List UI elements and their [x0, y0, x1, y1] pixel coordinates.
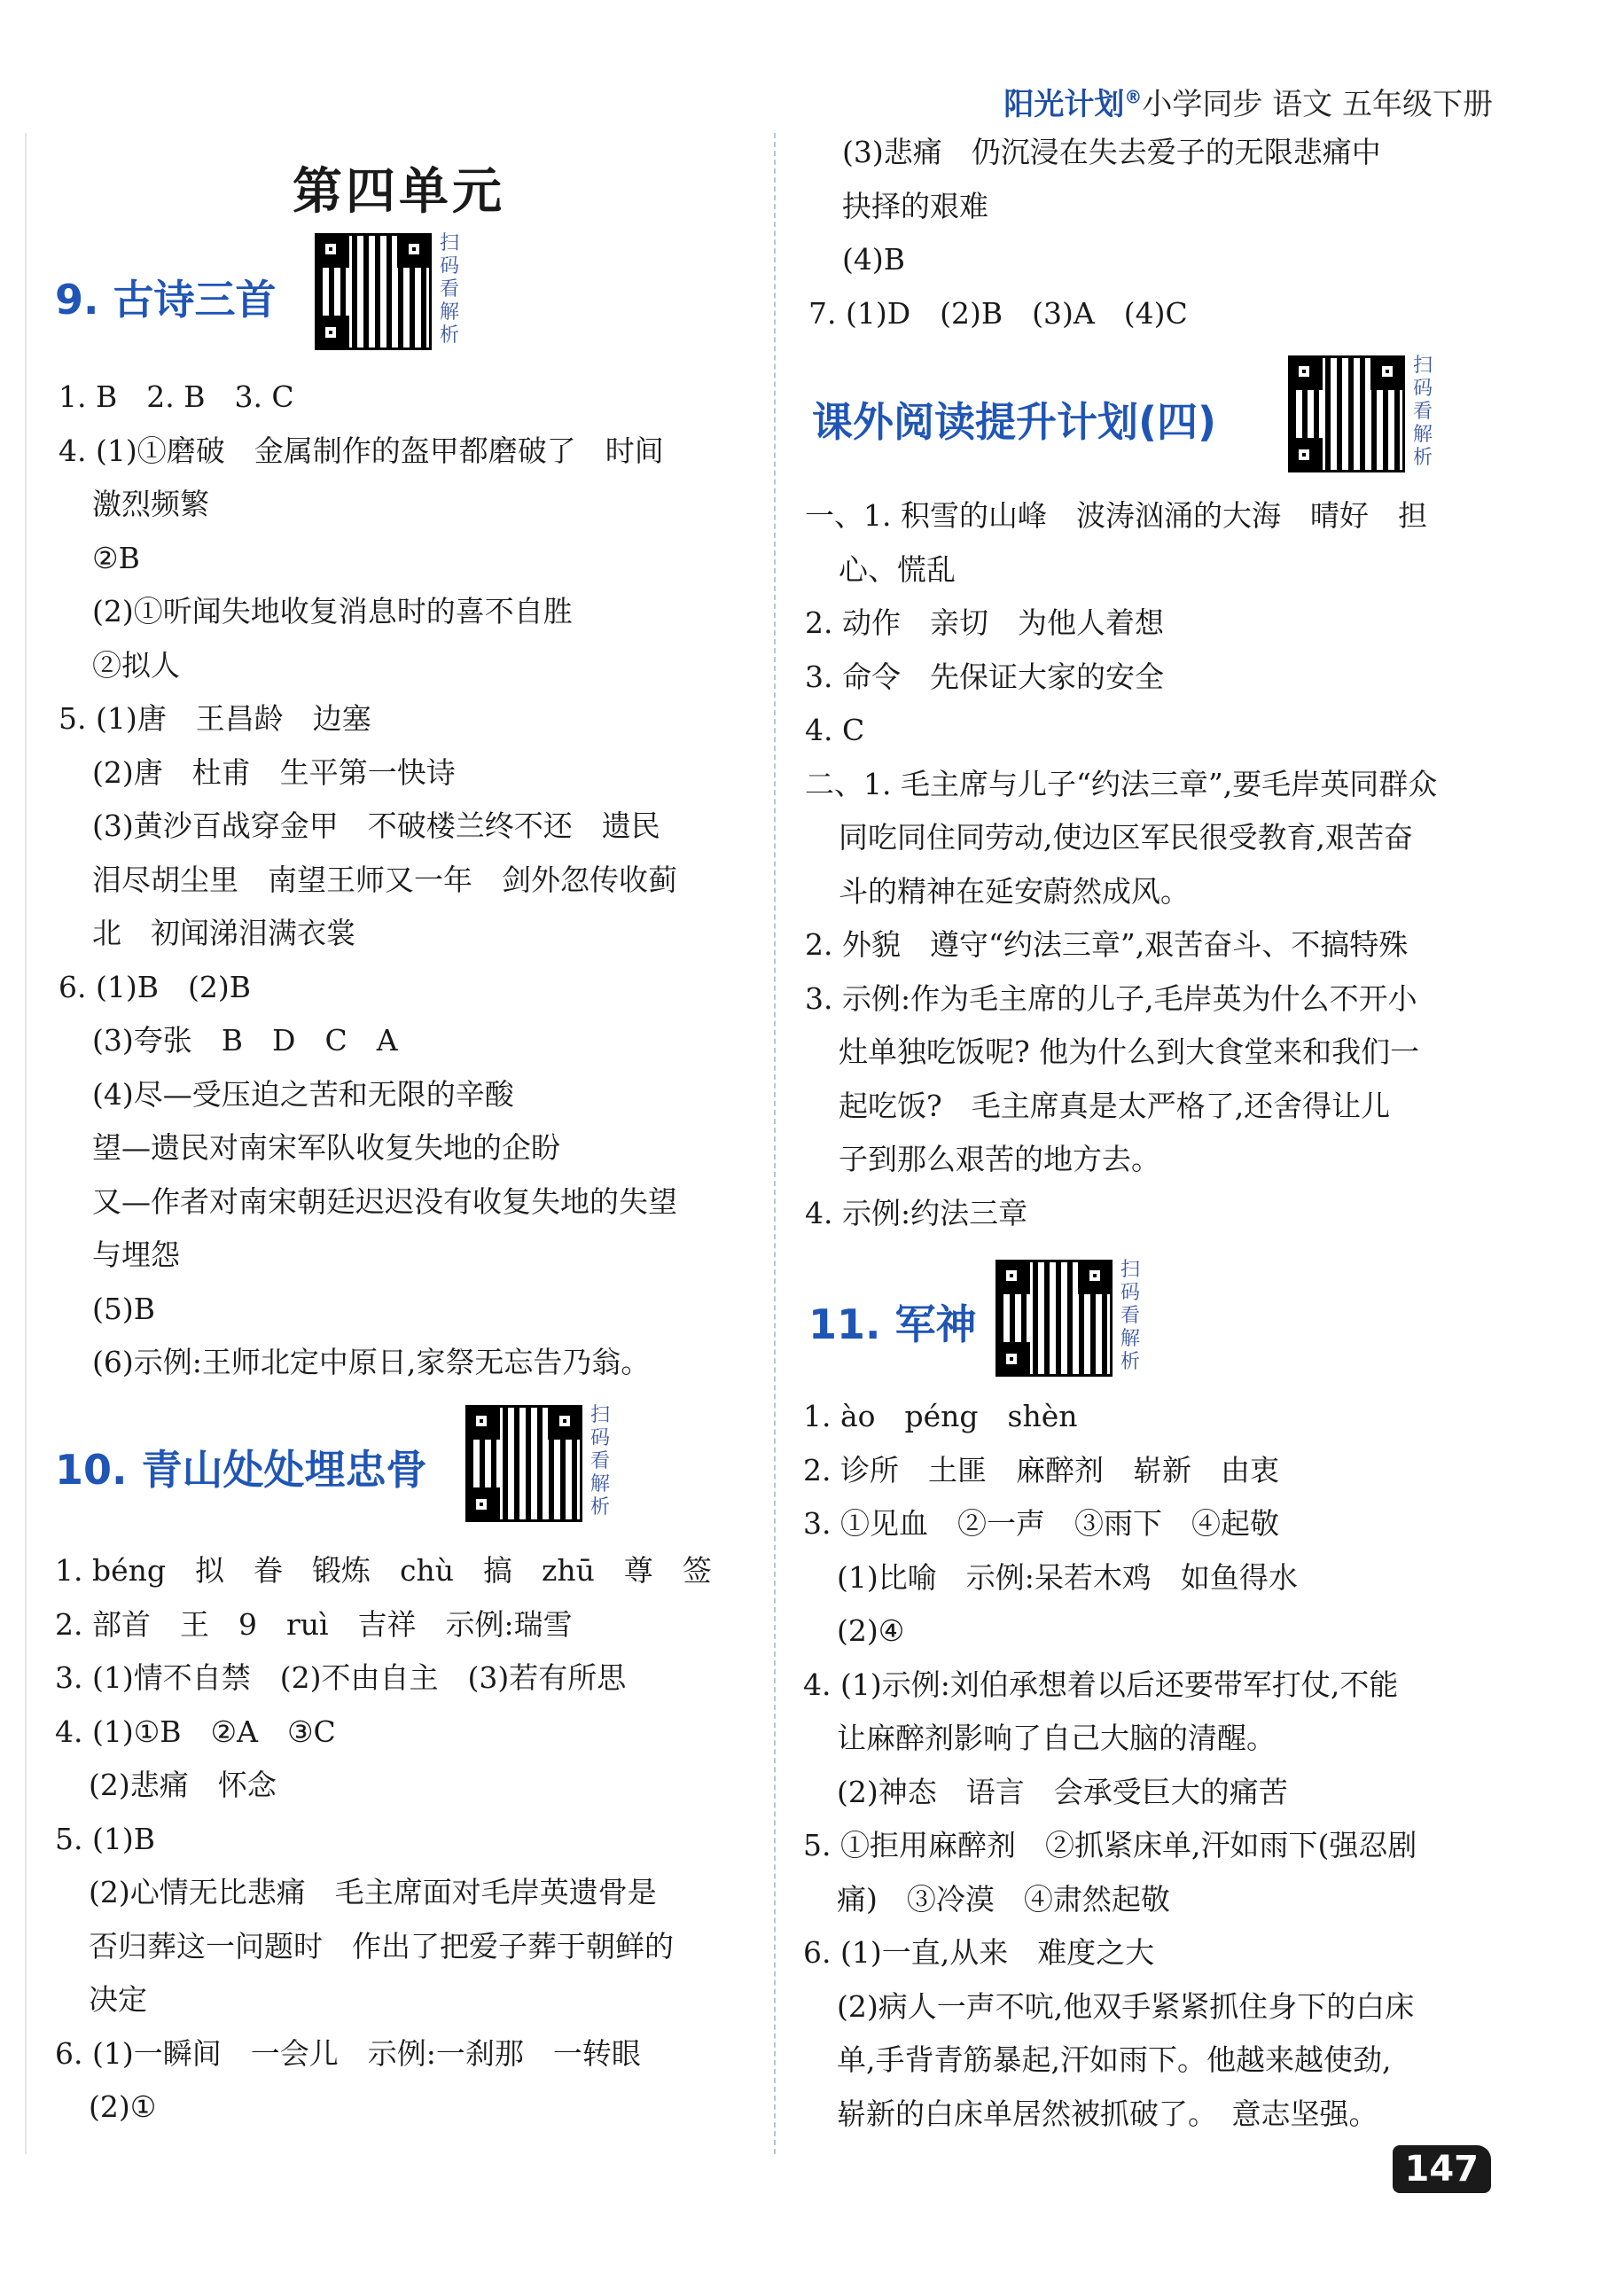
answer-10-line: 否归葬这一问题时 作出了把爱子葬于朝鲜的	[89, 1928, 674, 1964]
answer-11-line: 6. (1)一直,从来 难度之大	[803, 1935, 1155, 1970]
reading-answer-line: 灶单独吃饭呢? 他为什么到大食堂来和我们一	[839, 1035, 1420, 1069]
answer-11-line: (2)④	[837, 1613, 905, 1648]
scan-hint-reading: 扫码看解析	[1413, 355, 1433, 469]
answer-10-line: 2. 部首 王 9 ruì 吉祥 示例:瑞雪	[55, 1606, 573, 1642]
answer-11-line: 崭新的白床单居然被抓破了。 意志坚强。	[837, 2096, 1378, 2131]
answer-9-line: 泪尽胡尘里 南望王师又一年 剑外忽传收蓟	[92, 862, 677, 897]
section-title-10: 10. 青山处处埋忠骨	[55, 1446, 427, 1494]
qr-code-11[interactable]	[998, 1262, 1110, 1374]
answer-10-cont-line: 抉择的艰难	[842, 188, 988, 223]
reading-answer-line: 4. C	[805, 713, 865, 747]
answer-11-line: (2)神态 语言 会承受巨大的痛苦	[837, 1774, 1288, 1809]
answer-9-line: (2)唐 杜甫 生平第一快诗	[92, 754, 456, 790]
reading-answer-line: 4. 示例:约法三章	[805, 1195, 1028, 1230]
answer-10-line: (2)①	[89, 2089, 157, 2124]
answer-10-cont-line: (3)悲痛 仍沉浸在失去爱子的无限悲痛中	[842, 135, 1381, 169]
reading-answer-line: 2. 动作 亲切 为他人着想	[805, 605, 1164, 640]
answer-10-line: 1. béng 拟 眷 锻炼 chù 搞 zhū 尊 签	[55, 1553, 712, 1588]
left-margin-rule	[25, 133, 27, 2154]
scan-hint-10: 扫码看解析	[590, 1404, 611, 1519]
answer-11-line: 4. (1)示例:刘伯承想着以后还要带军打仗,不能	[803, 1667, 1399, 1702]
answer-11-line: 5. ①拒用麻醉剂 ②抓紧床单,汗如雨下(强忍剧	[803, 1828, 1417, 1862]
answer-11-line: (2)病人一声不吭,他双手紧紧抓住身下的白床	[837, 1988, 1415, 2024]
answer-10-cont-line: (4)B	[842, 242, 905, 277]
reading-answer-line: 起吃饭? 毛主席真是太严格了,还舍得让儿	[839, 1088, 1391, 1123]
scan-hint-11: 扫码看解析	[1120, 1259, 1141, 1373]
answer-10-cont-line: 7. (1)D (2)B (3)A (4)C	[808, 295, 1188, 331]
answer-9-line: (3)夸张 B D C A	[92, 1023, 398, 1058]
reading-answer-line: 一、1. 积雪的山峰 波涛汹涌的大海 晴好 担	[805, 498, 1427, 533]
answer-10-line: 决定	[89, 1982, 147, 2017]
answer-9-line: (3)黄沙百战穿金甲 不破楼兰终不还 遗民	[92, 808, 660, 843]
answer-9-line: 又—作者对南宋朝廷迟迟没有收复失地的失望	[92, 1183, 677, 1219]
answer-10-line: (2)心情无比悲痛 毛主席面对毛岸英遗骨是	[89, 1875, 657, 1909]
answer-10-line: 6. (1)一瞬间 一会儿 示例:一刹那 一转眼	[55, 2035, 641, 2071]
answer-9-line: 1. B 2. B 3. C	[59, 379, 294, 414]
answer-10-line: 3. (1)情不自禁 (2)不由自主 (3)若有所思	[55, 1660, 627, 1695]
answer-9-line: 望—遗民对南宋军队收复失地的企盼	[92, 1130, 560, 1165]
qr-code-9[interactable]	[317, 236, 429, 347]
answer-9-line: ②B	[92, 540, 140, 575]
reading-answer-line: 心、慌乱	[839, 551, 956, 587]
answer-9-line: (6)示例:王师北定中原日,家祭无忘告乃翁。	[92, 1345, 651, 1379]
answer-10-line: 4. (1)①B ②A ③C	[55, 1714, 336, 1749]
section-title-reading: 课外阅读提升计划(四)	[812, 398, 1217, 446]
section-title-11: 11. 军神	[808, 1300, 977, 1348]
answer-11-line: 3. ①见血 ②一声 ③雨下 ④起敬	[803, 1506, 1279, 1541]
column-divider	[774, 133, 776, 2154]
answer-10-line: (2)悲痛 怀念	[89, 1768, 277, 1802]
answer-9-line: 5. (1)唐 王昌龄 边塞	[59, 701, 371, 736]
page-number: 147	[1393, 2145, 1492, 2193]
answer-9-line: 北 初闻涕泪满衣裳	[92, 916, 355, 950]
answer-11-line: (1)比喻 示例:呆若木鸡 如鱼得水	[837, 1559, 1298, 1595]
answer-11-line: 1. ào péng shèn	[803, 1399, 1078, 1433]
answer-9-line: (4)尽—受压迫之苦和无限的辛酸	[92, 1076, 514, 1112]
brand-name: 阳光计划®	[1003, 86, 1143, 122]
answer-9-line: 与埋怨	[92, 1237, 180, 1272]
answer-9-line: 6. (1)B (2)B	[59, 969, 251, 1004]
answer-10-line: 5. (1)B	[55, 1821, 155, 1856]
answer-11-line: 痛) ③冷漠 ④肃然起敬	[837, 1881, 1170, 1917]
section-title-9: 9. 古诗三首	[55, 276, 277, 324]
answer-11-line: 单,手背青筋暴起,汗如雨下。他越来越使劲,	[837, 2042, 1392, 2077]
reading-answer-line: 斗的精神在延安蔚然成风。	[839, 873, 1190, 909]
reading-answer-line: 同吃同住同劳动,使边区军民很受教育,艰苦奋	[839, 820, 1413, 855]
answer-9-line: ②拟人	[92, 647, 180, 683]
reading-answer-line: 2. 外貌 遵守“约法三章”,艰苦奋斗、不搞特殊	[805, 927, 1409, 962]
answer-11-line: 2. 诊所 土匪 麻醉剂 崭新 由衷	[803, 1452, 1279, 1487]
qr-code-reading[interactable]	[1291, 358, 1402, 470]
reading-answer-line: 二、1. 毛主席与儿子“约法三章”,要毛岸英同群众	[805, 766, 1438, 801]
reading-answer-line: 子到那么艰苦的地方去。	[839, 1142, 1160, 1176]
scan-hint-9: 扫码看解析	[440, 232, 460, 347]
answer-11-line: 让麻醉剂影响了自己大脑的清醒。	[837, 1721, 1276, 1755]
answer-9-line: (2)①听闻失地收复消息时的喜不自胜	[92, 594, 573, 629]
unit-title: 第四单元	[293, 162, 505, 221]
qr-code-10[interactable]	[468, 1408, 580, 1519]
answer-9-line: 4. (1)①磨破 金属制作的盔甲都磨破了 时间	[59, 433, 664, 468]
answer-9-line: (5)B	[92, 1291, 155, 1326]
reading-answer-line: 3. 示例:作为毛主席的儿子,毛岸英为什么不开小	[805, 980, 1417, 1016]
header-subtitle: 小学同步 语文 五年级下册	[1142, 87, 1493, 122]
reading-answer-line: 3. 命令 先保证大家的安全	[805, 659, 1164, 694]
page-header	[1003, 80, 1493, 123]
answer-9-line: 激烈频繁	[92, 487, 209, 521]
